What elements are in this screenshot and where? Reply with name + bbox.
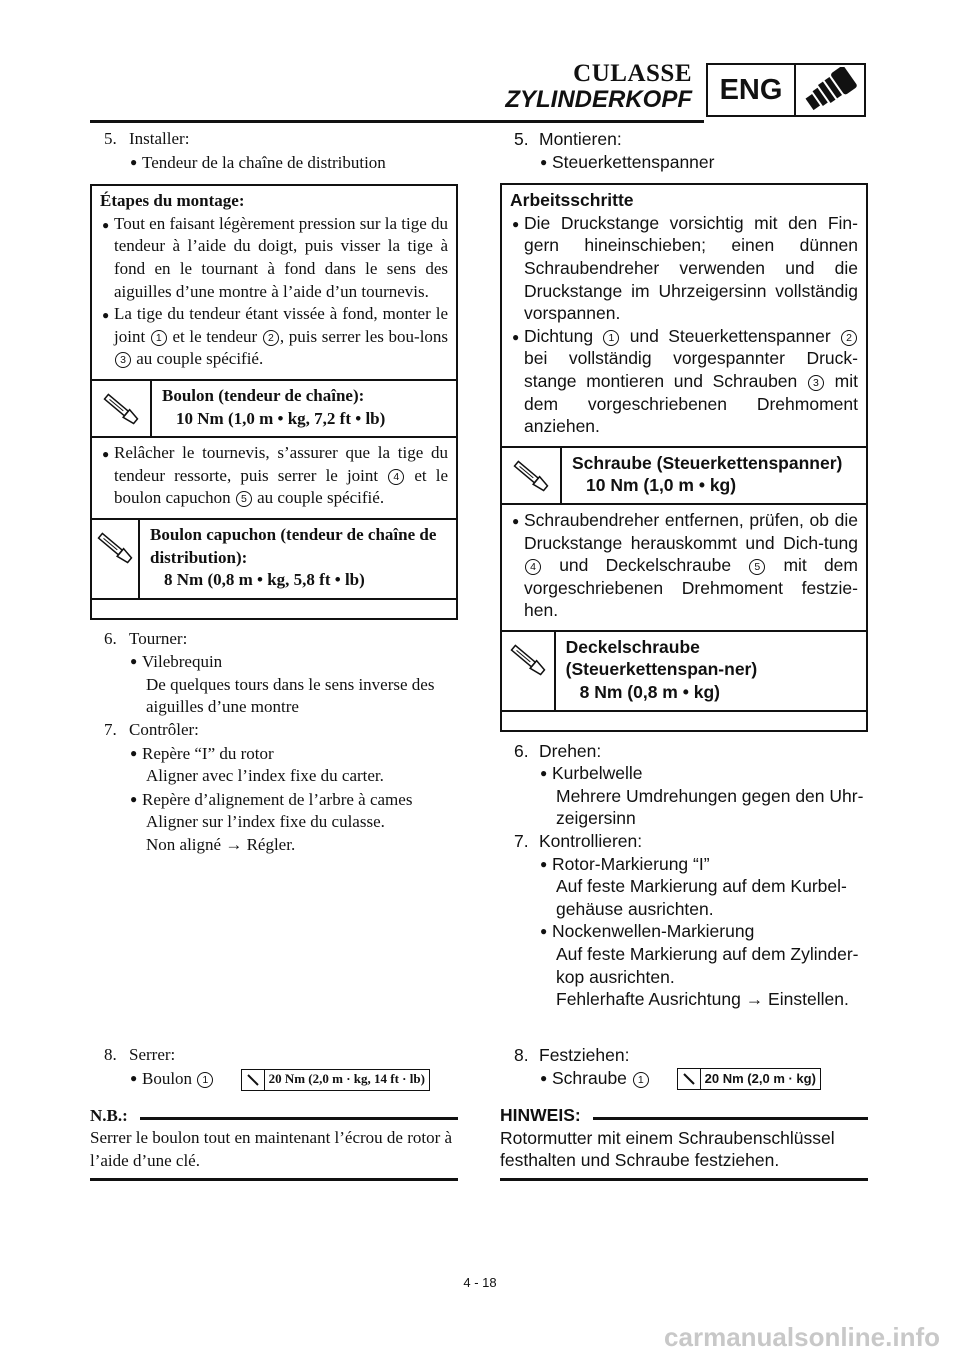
engine-icon [796, 65, 864, 115]
torque-spec-1 [502, 446, 866, 505]
step-7: 7. Kontrollieren: [514, 831, 643, 852]
step-8-item: ● Boulon 1 20 Nm (2,0 m · kg, 14 ft · lb) [90, 1067, 458, 1091]
box-bullet-2: ● Dichtung 1 und Steuerkettenspanner 2 bei vollständig vorgespannter Druck-stange montieren und Schrauben 3 mit dem vorgeschriebenen Drehmoment anziehen. [512, 325, 858, 437]
inline-torque-spec: 20 Nm (2,0 m · kg, 14 ft · lb) [241, 1069, 430, 1091]
box-bullet-1: ● Die Druckstange vorsichtig mit den Fin-gern hineinschieben; einen dünnen Schraubendreher verwenden und die Druckstange im Uhrzeigersinn vollständig vorspannen. [512, 212, 858, 324]
section-badge-label: ENG [708, 65, 796, 115]
step-7-detail-3: Non aligné → Régler. [146, 835, 296, 855]
step-7-item-2: ● Nockenwellen-Markierung [540, 921, 755, 942]
torque-1-label: Schraube (Steuerkettenspanner) [572, 452, 843, 473]
page-number: 4 - 18 [463, 1275, 497, 1290]
page-title-fr: CULASSE [573, 60, 692, 87]
torque-wrench-icon [92, 381, 152, 436]
note-text: Serrer le boulon tout en maintenant l’écrou de rotor à l’aide d’une clé. [90, 1127, 458, 1181]
torque-wrench-icon [92, 520, 140, 598]
ref-5: 5 [236, 491, 252, 507]
torque-wrench-icon [502, 448, 562, 503]
torque-wrench-icon [678, 1069, 701, 1089]
section-badge [706, 63, 866, 117]
note-text: Rotormutter mit einem Schraubenschlüssel festhalten und Schraube festziehen. [500, 1127, 868, 1181]
step-7-detail-3: Fehlerhafte Ausrichtung → Einstellen. [556, 989, 849, 1010]
step-6: 6. Drehen: [514, 740, 602, 761]
step-7-detail-2: Aligner sur l’index fixe du culasse. [146, 812, 385, 832]
box-bullet-2: ● La tige du tendeur étant vissée à fond, monter le joint 1 et le tendeur 2 , puis serrer les bou-lons 3 au couple spécifié. [102, 304, 449, 369]
bullet-icon: ● [130, 154, 138, 169]
box-bullet-1: ● Tout en faisant légèrement pression sur la tige du tendeur à l’aide du doigt, puis visser la tige à fond en le tournant à fond dans le sens des aiguilles d’une montre à l’aide d’un tournevis. [102, 213, 448, 301]
step-5-item: ● Steuerkettenspanner [540, 151, 715, 172]
column-french [90, 128, 458, 1170]
step-5-item: ● Tendeur de la chaîne de distribution [130, 152, 386, 172]
box-title: Arbeitsschritte [510, 190, 634, 211]
step-8: 8. Festziehen: [514, 1045, 630, 1065]
torque-2-value: 8 Nm (0,8 m • kg) [579, 682, 720, 703]
ref-1: 1 [151, 330, 167, 346]
torque-2-value: 8 Nm (0,8 m • kg, 5,8 ft • lb) [164, 570, 365, 590]
column-german [500, 128, 868, 1171]
step-5: 5. Montieren: [514, 129, 622, 149]
step-6-detail: Mehrere Umdrehungen gegen den Uhr-zeigersinn [556, 785, 864, 829]
torque-1-value: 10 Nm (1,0 m • kg, 7,2 ft • lb) [176, 408, 386, 428]
step-6-item: ● Kurbelwelle [540, 763, 643, 784]
box-title: Étapes du montage: [100, 191, 245, 211]
box-bullet-3: ● Relâcher le tournevis, s’assurer que la tige du tendeur ressorte, puis serrer le joint 4 et le boulon capuchon 5 au couple spécifié. [102, 443, 449, 508]
step-7: 7. Contrôler: [104, 720, 199, 740]
torque-wrench-icon [242, 1070, 265, 1090]
step-6: 6. Tourner: [104, 628, 188, 648]
torque-spec-2 [502, 630, 866, 712]
assembly-steps-box [90, 184, 458, 620]
inline-torque-spec: 20 Nm (2,0 m · kg) [677, 1068, 821, 1090]
step-5: 5. Installer: [104, 129, 190, 148]
step-8-item: ● Schraube 1 20 Nm (2,0 m · kg) [500, 1067, 868, 1090]
ref-2: 2 [263, 330, 279, 346]
step-7-item-1: ● Rotor-Markierung “I” [540, 853, 710, 874]
step-8: 8. Serrer: [104, 1045, 176, 1064]
torque-spec-1 [92, 379, 456, 438]
step-7-detail-1: Aligner avec l’index fixe du carter. [146, 766, 384, 786]
watermark: carmanualsonline.info [664, 1322, 940, 1352]
step-6-item: ● Vilebrequin [130, 652, 223, 672]
ref-3: 3 [115, 352, 131, 368]
ref-4: 4 [388, 469, 404, 485]
step-7-item-1: ● Repère “I” du rotor [130, 743, 274, 763]
note-header: N.B.: [90, 1105, 458, 1128]
torque-2-label: Deckelschraube (Steuerkettenspan-ner) [565, 636, 758, 680]
torque-2-label: Boulon capuchon (tendeur de chaîne de distribution): [150, 524, 437, 567]
assembly-steps-box [500, 183, 868, 731]
torque-1-value: 10 Nm (1,0 m • kg) [586, 475, 737, 496]
header-rule [90, 120, 704, 123]
note-header: HINWEIS: [500, 1104, 868, 1127]
step-7-detail-2: Auf feste Markierung auf dem Zylinder-kop ausrichten. [556, 944, 859, 987]
torque-1-label: Boulon (tendeur de chaîne): [162, 385, 365, 405]
torque-spec-2 [92, 518, 456, 600]
step-6-detail: De quelques tours dans le sens inverse des aiguilles d’une montre [146, 674, 435, 717]
box-bullet-3: ● Schraubendreher entfernen, prüfen, ob die Druckstange herauskommt und Dich-tung 4 und Deckelschraube 5 mit dem vorgeschriebenen Drehmoment festzie-hen. [512, 509, 858, 621]
torque-wrench-icon [502, 632, 556, 710]
page-title-de: ZYLINDERKOPF [505, 86, 692, 113]
step-7-item-2: ● Repère d’alignement de l’arbre à cames [130, 789, 413, 809]
step-7-detail-1: Auf feste Markierung auf dem Kurbel-gehäuse ausrichten. [556, 876, 847, 919]
